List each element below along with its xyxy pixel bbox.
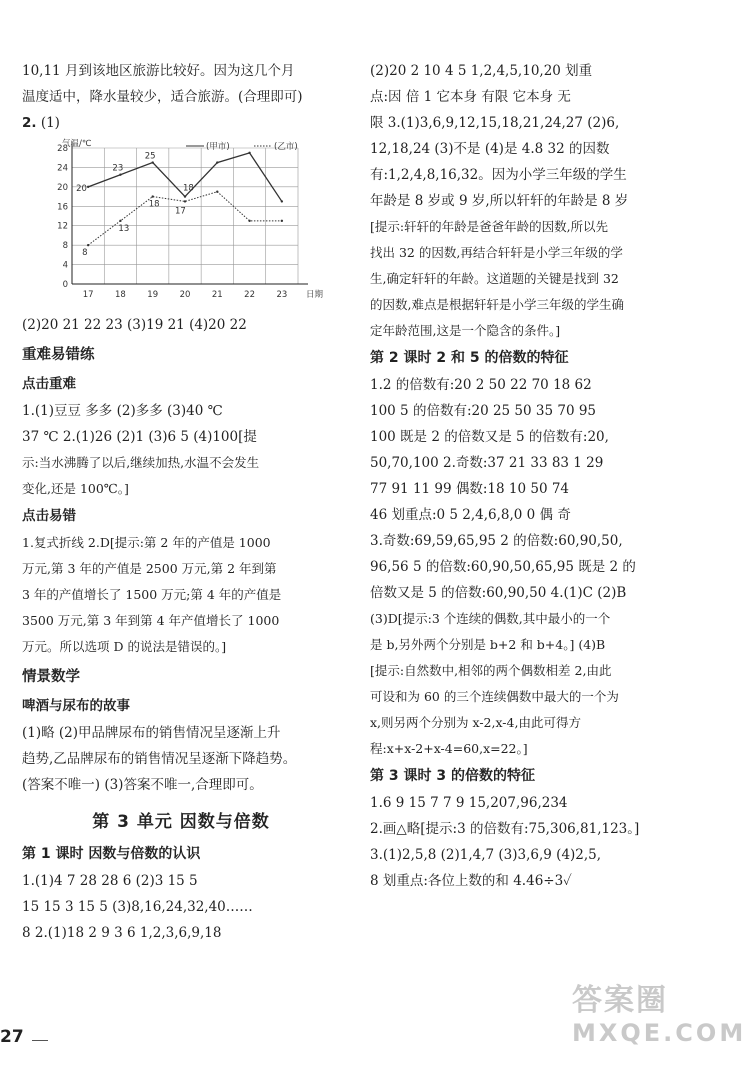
lesson3-line-3: 3.(1)2,5,8 (2)1,4,7 (3)3,6,9 (4)2,5, [370,847,602,863]
chart-data-point [184,195,186,197]
chart-data-label: 25 [144,151,156,162]
q2-answers: (2)20 21 22 23 (3)19 21 (4)20 22 [22,317,247,333]
chart-series-line [88,192,282,245]
chart-data-point [152,161,154,163]
chart-data-label: 20 [76,183,87,194]
lesson2-line-7: 3.奇数:69,59,65,95 2 的倍数:60,90,50, [370,533,623,549]
chart-y-axis-label: 气温/℃ [62,139,92,149]
section-title-scenario: 情景数学 [22,669,80,685]
lesson2-line-15: 程:x+x-2+x-4=60,x=22。] [370,741,528,756]
q2-label: 2. [22,115,37,131]
right-line-7: [提示:轩轩的年龄是爸爸年龄的因数,所以先 [370,219,609,234]
chart-data-label: 8 [82,248,88,259]
sub1-line-2: 37 ℃ 2.(1)26 (2)1 (3)6 5 (4)100[提 [22,429,257,445]
chart-data-point [119,220,121,222]
chart-x-axis-label: 日期 [306,290,324,300]
chart-data-point [281,220,283,222]
lesson1-line-3: 8 2.(1)18 2 9 3 6 1,2,3,6,9,18 [22,925,222,941]
chart-data-label: 18 [148,199,160,210]
lesson3-title: 第 3 课时 3 的倍数的特征 [370,768,535,784]
page-number: 27 [0,1027,24,1047]
sub3-line-2: 趋势,乙品牌尿布的销售情况呈逐渐下降趋势。 [22,751,297,767]
lesson2-line-8: 96,56 5 的倍数:60,90,50,65,95 既是 2 的 [370,559,636,575]
lesson1-line-2: 15 15 3 15 5 (3)8,16,24,32,40…… [22,899,253,915]
lesson2-line-2: 100 5 的倍数有:20 25 50 35 70 95 [370,403,597,419]
lesson2-line-10: (3)D[提示:3 个连续的偶数,其中最小的一个 [370,611,611,626]
right-line-1: (2)20 2 10 4 5 1,2,4,5,10,20 划重 [370,63,593,79]
lesson1-title: 第 1 课时 因数与倍数的认识 [22,846,201,862]
chart-y-tick-label: 4 [62,260,68,271]
chart-data-point [119,174,121,176]
watermark [572,975,747,1055]
temperature-chart [22,136,340,312]
chart-y-tick-label: 20 [57,182,68,193]
sub2-line-5: 万元。所以选项 D 的说法是错误的。] [22,639,227,654]
sub2-line-3: 3 年的产值增长了 1500 万元;第 4 年的产值是 [22,587,282,602]
sub1-line-3: 示:当水沸腾了以后,继续加热,水温不会发生 [22,455,260,470]
lesson2-line-3: 100 既是 2 的倍数又是 5 的倍数有:20, [370,429,609,445]
subsection-key-points: 点击重难 [22,376,76,392]
chart-legend-label: (甲市) [206,142,230,152]
watermark-logo-text: 答案圈 [572,983,668,1018]
chart-x-tick-label: 17 [82,290,94,300]
lesson2-line-4: 50,70,100 2.奇数:37 21 33 83 1 29 [370,455,604,471]
lesson2-line-13: 可设和为 60 的三个连续偶数中最大的一个为 [370,689,619,704]
chart-y-tick-label: 12 [57,221,68,232]
sub2-line-2: 万元,第 3 年的产值是 2500 万元,第 2 年到第 [22,561,277,576]
chart-y-tick-label: 8 [62,241,68,252]
subsection-common-errors: 点击易错 [22,508,76,524]
chart-x-tick-label: 18 [115,290,126,300]
lesson2-line-11: 是 b,另外两个分别是 b+2 和 b+4。] (4)B [370,637,606,652]
chart-data-point [216,191,218,193]
chart-data-point [87,244,89,246]
sub1-line-4: 变化,还是 100℃。] [22,481,129,496]
subsection-beer-diapers: 啤酒与尿布的故事 [22,698,130,714]
right-line-11: 定年龄范围,这是一个隐含的条件。] [370,323,561,338]
chart-svg [22,136,340,312]
chart-data-point [248,152,250,154]
sub3-line-3: (答案不唯一) (3)答案不唯一,合理即可。 [22,777,263,793]
lesson3-line-1: 1.6 9 15 7 7 9 15,207,96,234 [370,795,568,811]
chart-y-tick-label: 28 [57,144,68,154]
chart-x-tick-label: 23 [276,290,288,300]
sub3-line-1: (1)略 (2)甲品牌尿布的销售情况呈逐渐上升 [22,725,281,741]
lesson1-line-1: 1.(1)4 7 28 28 6 (2)3 15 5 [22,873,198,889]
chart-data-point [184,200,186,202]
right-line-3: 限 3.(1)3,6,9,12,15,18,21,24,27 (2)6, [370,115,620,131]
right-line-4: 12,18,24 (3)不是 (4)是 4.8 32 的因数 [370,141,610,157]
watermark-url: MXQE.COM [572,1019,747,1047]
sub1-line-1: 1.(1)豆豆 多多 (2)多多 (3)40 ℃ [22,403,223,419]
lesson2-line-14: x,则另两个分别为 x-2,x-4,由此可得方 [370,715,581,730]
right-line-8: 找出 32 的因数,再结合轩轩是小学三年级的学 [370,245,623,260]
right-line-9: 生,确定轩轩的年龄。这道题的关键是找到 32 [370,271,619,286]
chart-x-tick-label: 21 [211,290,223,300]
right-line-6: 年龄是 8 岁或 9 岁,所以轩轩的年龄是 8 岁 [370,193,629,209]
chart-data-label: 23 [112,163,124,174]
chart-x-tick-label: 19 [147,290,159,300]
chart-data-point [281,200,283,202]
q2-heading [22,110,340,136]
chart-series-line [88,153,282,202]
lesson2-line-9: 倍数又是 5 的倍数:60,90,50 4.(1)C (2)B [370,585,627,601]
q2-sub1: (1) [40,115,60,131]
right-line-5: 有:1,2,4,8,16,32。因为小学三年级的学生 [370,167,627,183]
chart-y-tick-label: 0 [62,280,68,290]
lesson2-line-6: 46 划重点:0 5 2,4,6,8,0 0 偶 奇 [370,507,571,523]
left-column [22,58,340,946]
right-column [370,58,730,894]
chart-data-point [152,195,154,197]
chart-data-label: 13 [118,223,130,234]
page-number-rule [32,1040,48,1041]
lesson2-line-1: 1.2 的倍数有:20 2 50 22 70 18 62 [370,377,592,393]
right-line-10: 的因数,难点是根据轩轩是小学三年级的学生确 [370,297,624,312]
chart-data-label: 17 [175,206,186,217]
unit-title: 第 3 单元 因数与倍数 [92,812,270,832]
lesson3-line-4: 8 划重点:各位上数的和 4.46÷3✓ [370,873,572,889]
chart-data-point [87,186,89,188]
lesson2-line-12: [提示:自然数中,相邻的两个偶数相差 2,由此 [370,663,612,678]
chart-y-tick-label: 16 [57,202,68,213]
right-line-2: 点:因 倍 1 它本身 有限 它本身 无 [370,89,571,105]
lesson2-title: 第 2 课时 2 和 5 的倍数的特征 [370,350,569,366]
chart-data-point [216,161,218,163]
section-title-difficult: 重难易错练 [22,347,95,363]
chart-legend-label: (乙市) [274,142,298,152]
lesson3-line-2: 2.画△略[提示:3 的倍数有:75,306,81,123。] [370,821,640,837]
intro-line-2: 温度适中，降水量较少，适合旅游。(合理即可) [22,89,303,105]
lesson2-line-5: 77 91 11 99 偶数:18 10 50 74 [370,481,570,497]
chart-x-tick-label: 20 [179,290,191,300]
chart-data-point [248,220,250,222]
sub2-line-4: 3500 万元,第 3 年到第 4 年产值增长了 1000 [22,613,280,628]
chart-y-tick-label: 24 [57,163,68,174]
chart-x-tick-label: 22 [244,290,255,300]
intro-line-1: 10,11 月到该地区旅游比较好。因为这几个月 [22,63,295,79]
sub2-line-1: 1.复式折线 2.D[提示:第 2 年的产值是 1000 [22,535,271,550]
chart-data-label: 18 [183,183,194,194]
